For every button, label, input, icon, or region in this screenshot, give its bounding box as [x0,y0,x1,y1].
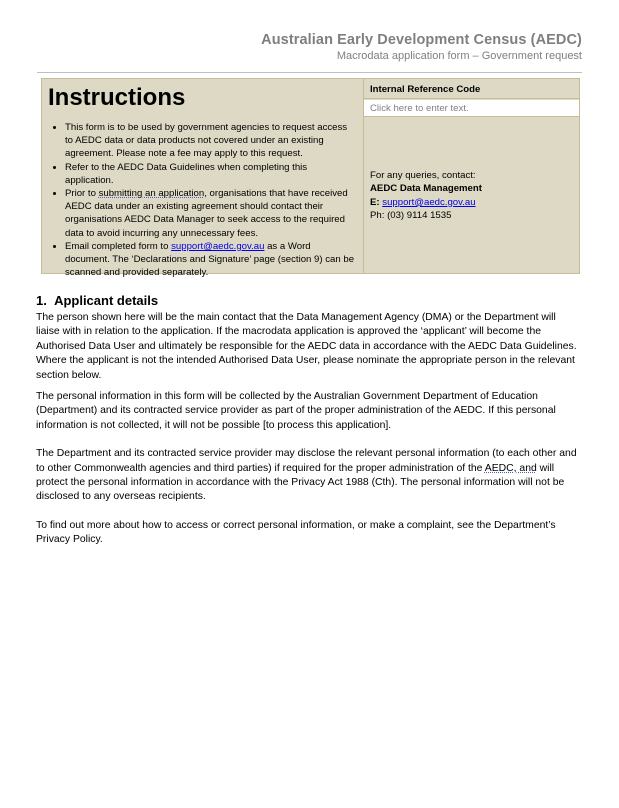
instruction-text: , organisations that have received AEDC data under an existing agreement should contact their organisations AEDC Data Manager to seek access to the required data to avoid incurring any unnecessary fees. [65,188,348,239]
instruction-item [65,240,357,280]
instruction-item [65,121,357,161]
instruction-text: as a Word document. The ‘Declarations and Signature’ page (section 9) can be scanned and provided separately. [65,240,355,279]
contact-email-link[interactable]: support@aedc.gov.au [382,196,476,208]
email-prefix: E: [370,196,383,208]
paragraph-text: The Department and its contracted service provider may disclose the relevant personal information (to each other and to other Commonwealth agencies and third parties) if required for the proper administration of the [36,448,577,474]
instructions-box [41,78,580,279]
instruction-text: Refer to the AEDC Data Guidelines when completing this application. [65,161,308,186]
spellcheck-underline-text: submitting an application [98,188,205,200]
reference-code-field[interactable]: Click here to enter text. [364,100,579,117]
section-heading: 1. Applicant details [36,293,159,308]
instructions-list [42,121,363,279]
contact-block [370,169,482,223]
paragraph [36,447,582,505]
instructions-column [42,79,364,279]
header-divider [37,72,582,73]
reference-column [364,79,579,273]
paragraph-text: will protect the personal information in accordance with the Privacy Act 1988 (Cth). The personal information will not be disclosed to any overseas recipients. [36,462,565,503]
instruction-text: Email completed form to [65,240,172,252]
instruction-text: Prior to [65,188,99,200]
header-subtitle: Macrodata application form – Government request [336,50,582,62]
paragraph: The person shown here will be the main contact that the Data Management Agency (DMA) or the Department will liaise with in relation to the application. If the macrodata application is approved the ‘applicant’ will become the Authorised Data User and ultimately be responsible for the AEDC data in accordance with the AEDC Data Guidelines. Where the applicant is not the intended Authorised Data User, please nominate the appropriate person in the relevant section below. [36,312,577,381]
instruction-item [65,187,357,240]
document-header [261,32,582,62]
instruction-text: This form is to be used by government agencies to request access to AEDC data or data products not covered under an existing agreement. Please note a fee may apply to this request. [65,122,348,160]
contact-email-line [370,196,482,209]
contact-org: AEDC Data Management [370,183,482,195]
reference-code-label: Internal Reference Code [364,79,579,99]
paragraph: To find out more about how to access or correct personal information, or make a complaint, see the Department’s Privacy Policy. [36,519,556,546]
contact-intro: For any queries, contact: [370,170,476,181]
applicant-details-section [36,293,582,555]
spellcheck-underline-text: AEDC, and [484,462,537,474]
instructions-heading: Instructions [48,84,186,111]
contact-phone: Ph: (03) 9114 1535 [370,210,452,222]
header-title: Australian Early Development Census (AEDC) [261,32,582,48]
instruction-item [65,161,357,187]
paragraph: The personal information in this form will be collected by the Australian Government Department of Education (Department) and its contracted service provider as part of the proper administration of the AEDC. If this personal information is not collected, it will not be possible [to process this application]. [36,391,556,431]
support-email-link[interactable]: support@aedc.gov.au [171,240,265,252]
